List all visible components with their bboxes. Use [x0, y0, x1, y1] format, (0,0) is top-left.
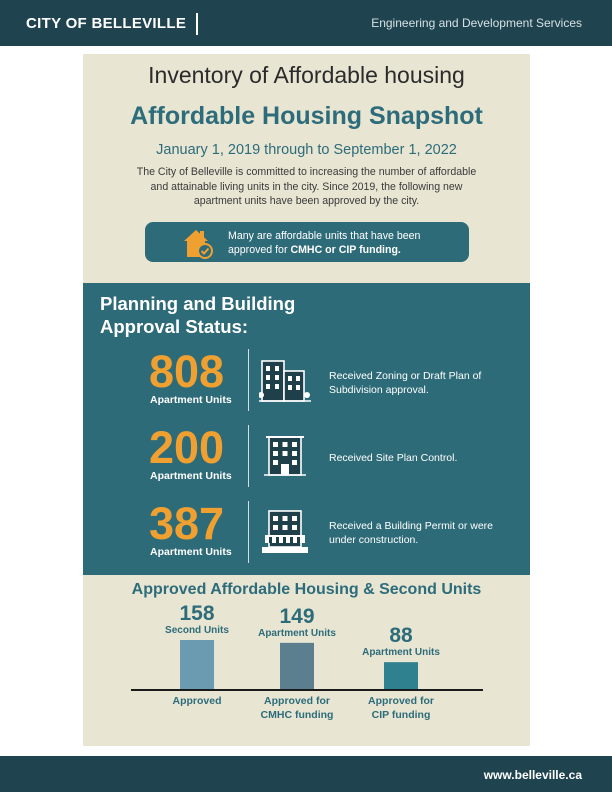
city-buildings-icon — [259, 355, 311, 405]
chart-title: Approved Affordable Housing & Second Units — [131, 581, 482, 598]
row-divider — [248, 425, 249, 487]
bar-unit-label: Second Units — [165, 625, 229, 636]
department-name: Engineering and Development Services — [371, 16, 582, 30]
footer-bar — [0, 756, 612, 792]
brand-name[interactable]: CITY OF BELLEVILLE — [26, 15, 187, 32]
bar-category-label: Approved for CIP funding — [368, 695, 434, 721]
chart-bar — [384, 662, 418, 690]
unit-count: 808 — [149, 346, 225, 397]
date-range: January 1, 2019 through to September 1, 2022 — [156, 142, 457, 158]
row-divider — [248, 349, 249, 411]
bar-value-label: 88 — [389, 624, 413, 648]
bar-value-label: 158 — [179, 602, 215, 625]
status-row-zoning — [83, 346, 530, 415]
snapshot-card — [83, 54, 530, 746]
bar-category-label: Approved for CMHC funding — [260, 695, 334, 721]
status-description: Received Zoning or Draft Plan of Subdivision approval. — [329, 370, 482, 397]
approval-status-panel — [83, 283, 530, 575]
chart-bar — [280, 643, 314, 690]
unit-label: Apartment Units — [150, 546, 232, 558]
header-bar — [0, 0, 612, 46]
house-check-icon — [181, 226, 215, 260]
header-divider — [196, 13, 198, 35]
callout-text: Many are affordable units that have been approved for CMHC or CIP funding. — [228, 230, 421, 257]
apartment-building-icon — [259, 431, 311, 481]
building-construction-icon — [259, 507, 311, 557]
website-link[interactable]: www.belleville.ca — [483, 768, 582, 782]
chart-bar — [180, 640, 214, 690]
status-description: Received a Building Permit or were under construction. — [329, 520, 493, 547]
unit-label: Apartment Units — [150, 470, 232, 482]
status-title: Planning and Building Approval Status: — [100, 293, 296, 337]
bar-unit-label: Apartment Units — [362, 647, 440, 659]
intro-paragraph: The City of Belleville is committed to increasing the number of affordable and attainable living units in the city. Since 2019, the following new apartment units have been approved by the city. — [136, 166, 477, 208]
document-title: Inventory of Affordable housing — [148, 62, 465, 88]
unit-count: 200 — [149, 422, 225, 473]
status-row-site-plan — [83, 422, 530, 491]
unit-count: 387 — [149, 498, 225, 549]
snapshot-title: Affordable Housing Snapshot — [130, 102, 483, 130]
bar-value-label: 149 — [279, 604, 315, 628]
status-row-building-permit — [83, 498, 530, 567]
unit-label: Apartment Units — [150, 394, 232, 406]
funding-callout — [145, 222, 469, 262]
status-description: Received Site Plan Control. — [329, 452, 458, 464]
bar-category-label: Approved — [172, 695, 222, 707]
row-divider — [248, 501, 249, 563]
bar-unit-label: Apartment Units — [258, 627, 336, 639]
